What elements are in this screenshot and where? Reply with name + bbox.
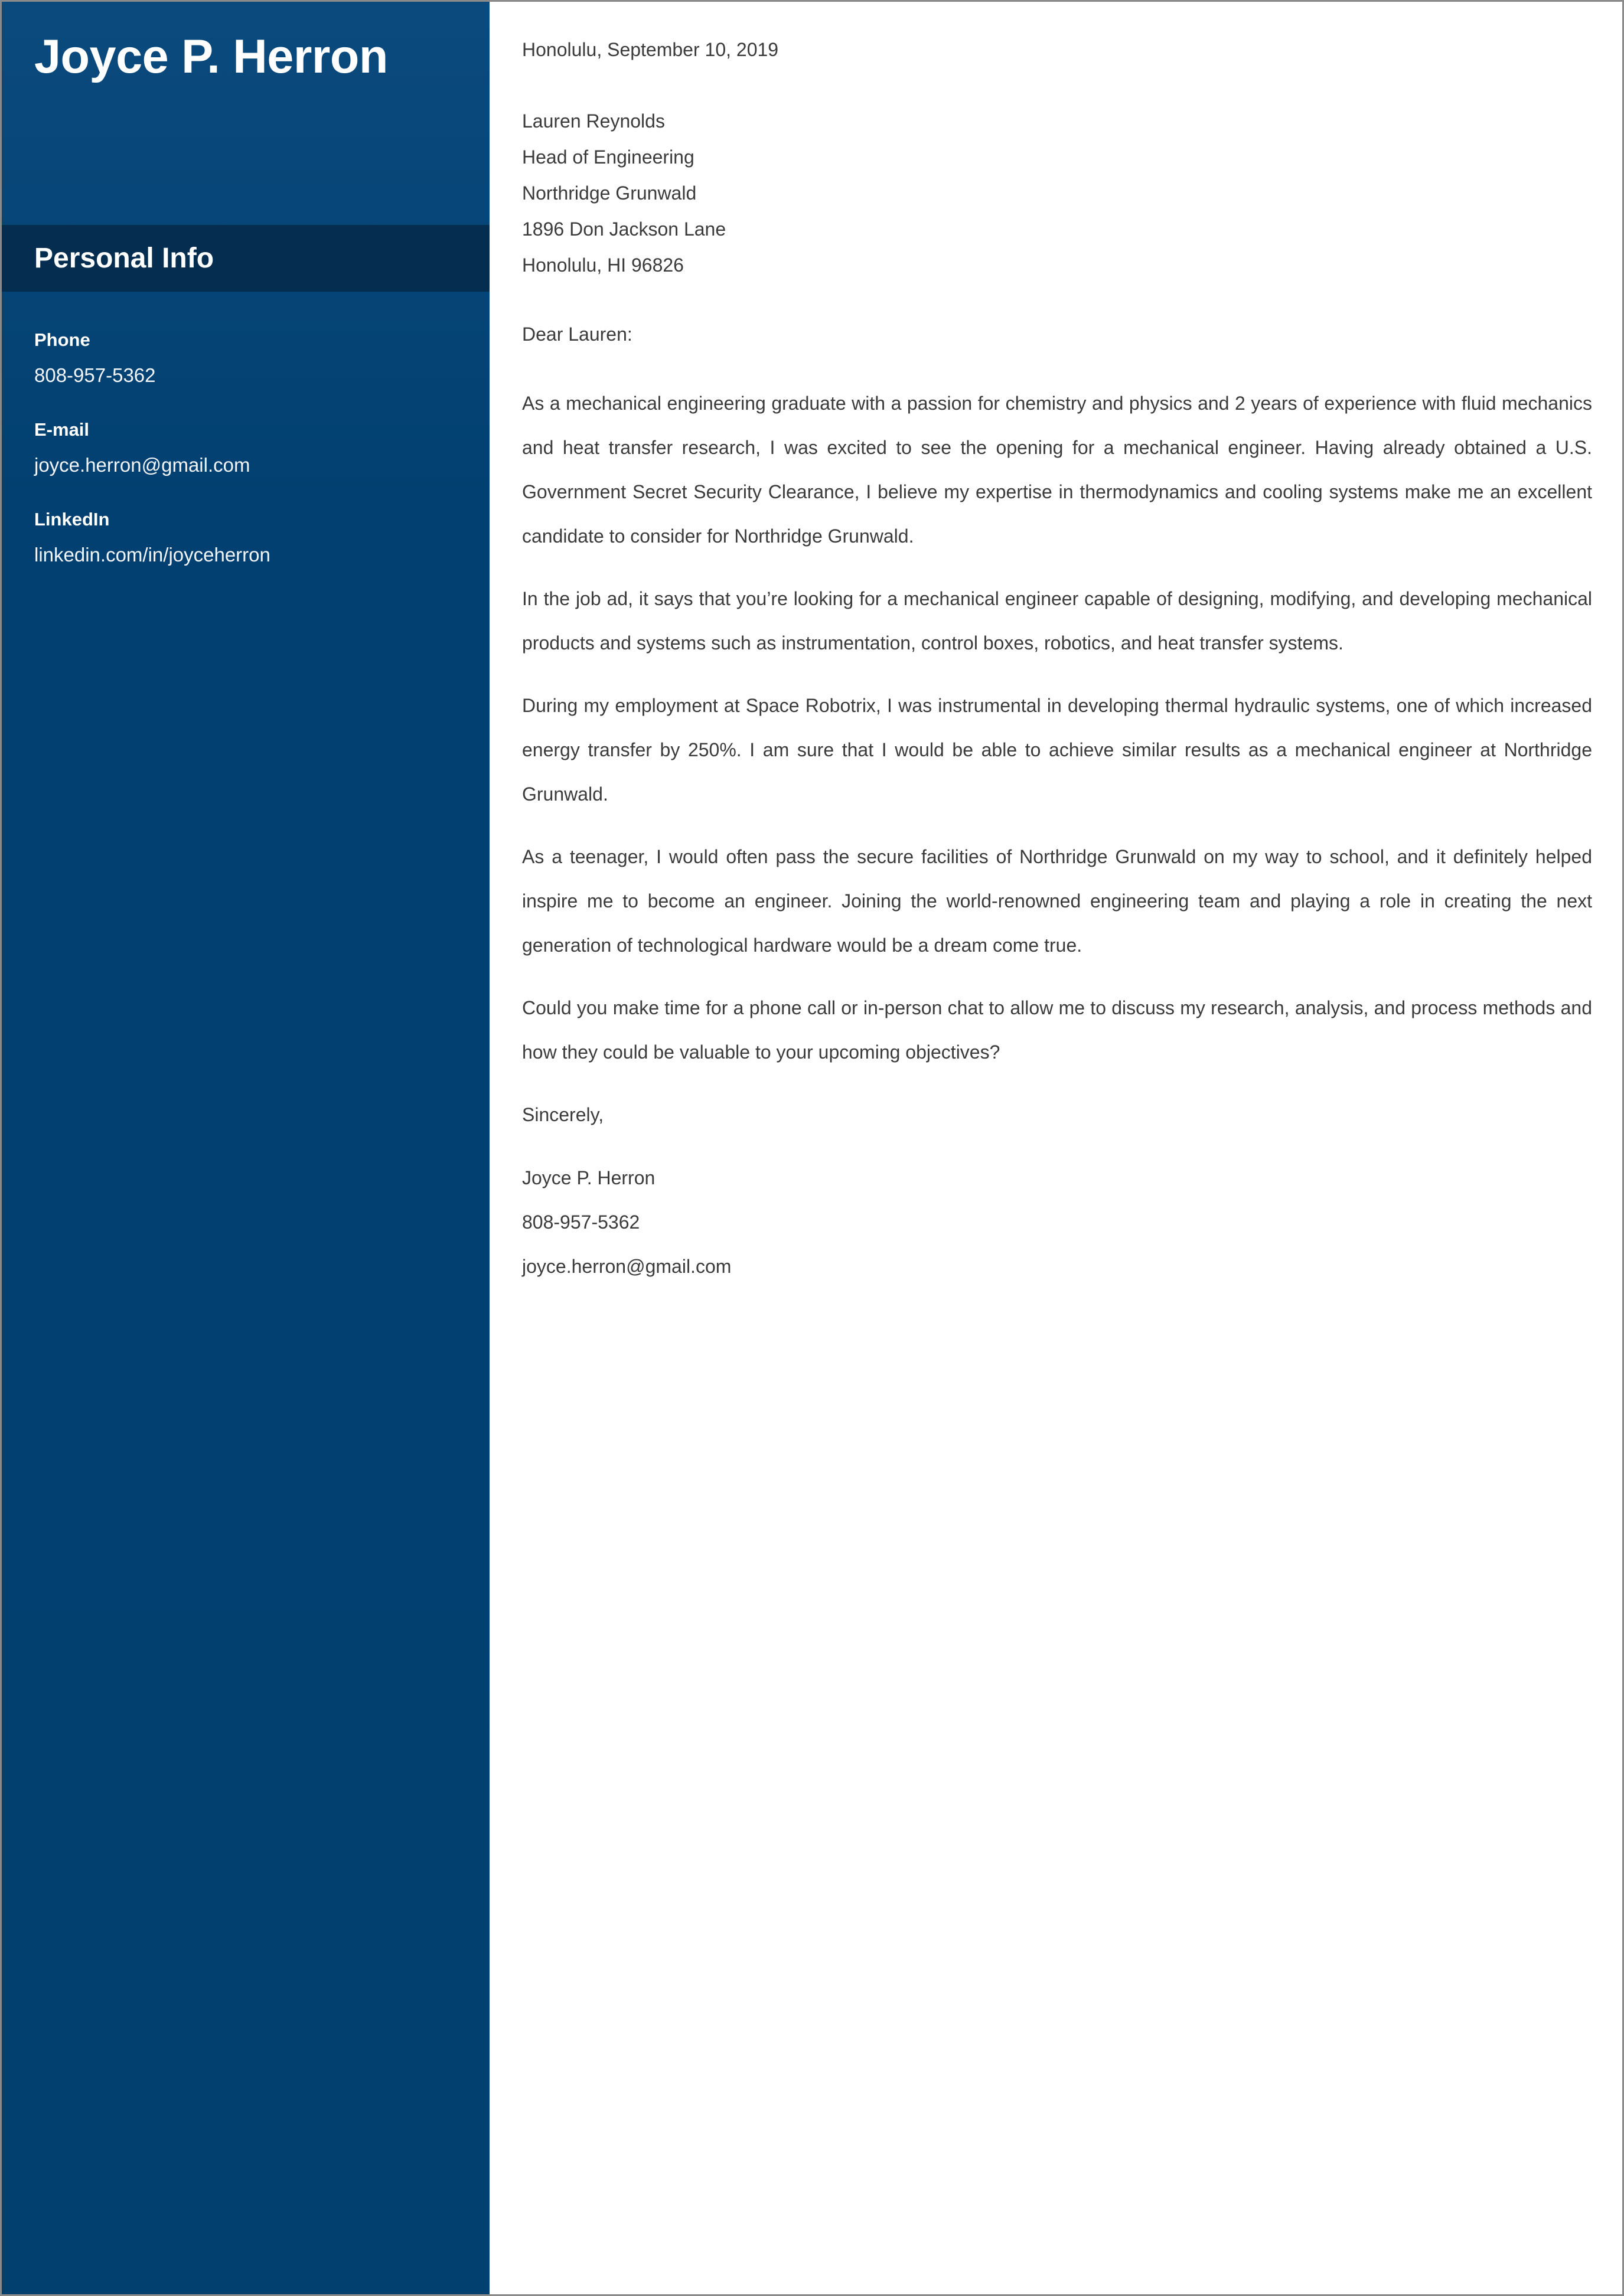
signature-email: joyce.herron@gmail.com xyxy=(522,1255,732,1277)
letter-paragraph-4: As a teenager, I would often pass the secure facilities of Northridge Grunwald on my way to school, and it definitely helped inspire me to become an engineer. Joining the world-renowned engineering team and playing a role in creating the next generation of technological hardware would be a dream come true. xyxy=(522,845,1592,956)
contact-item-phone xyxy=(34,328,457,387)
letter-closing: Sincerely, xyxy=(522,1103,604,1125)
letter-paragraph-3: During my employment at Space Robotrix, I was instrumental in developing thermal hydraulic systems, one of which increased energy transfer by 250%. I am sure that I would be able to achieve similar results as a mechanical engineer at Northridge Grunwald. xyxy=(522,694,1592,805)
contact-value-linkedin[interactable]: linkedin.com/in/joyceherron xyxy=(34,543,270,566)
contact-label-linkedin: LinkedIn xyxy=(34,508,110,530)
contact-list xyxy=(2,292,490,567)
letter-body xyxy=(490,2,1624,2294)
signature-block xyxy=(522,1156,1592,1289)
recipient-city-state-zip: Honolulu, HI 96826 xyxy=(522,254,684,276)
contact-item-email xyxy=(34,418,457,477)
contact-value-email[interactable]: joyce.herron@gmail.com xyxy=(34,453,250,476)
recipient-street: 1896 Don Jackson Lane xyxy=(522,218,726,240)
contact-item-linkedin xyxy=(34,508,457,567)
letter-content-column xyxy=(522,38,1592,1289)
contact-label-email: E-mail xyxy=(34,419,90,440)
personal-info-section-header xyxy=(2,225,490,292)
contact-value-phone[interactable]: 808-957-5362 xyxy=(34,364,156,386)
signature-phone: 808-957-5362 xyxy=(522,1211,640,1233)
personal-info-title: Personal Info xyxy=(34,242,214,274)
signature-name: Joyce P. Herron xyxy=(522,1167,656,1188)
letter-paragraph-2: In the job ad, it says that you’re looking for a mechanical engineer capable of designing, modifying, and developing mechanical products and systems such as instrumentation, control boxes, robotics, and heat transfer systems. xyxy=(522,587,1592,654)
contact-label-phone: Phone xyxy=(34,329,90,350)
letter-date: Honolulu, September 10, 2019 xyxy=(522,39,779,60)
letter-paragraph-1: As a mechanical engineering graduate with a passion for chemistry and physics and 2 years of experience with fluid mechanics and heat transfer research, I was excited to see the opening for a mechanical engineer. Having already obtained a U.S. Government Secret Security Clearance, I believe my expertise in thermodynamics and cooling systems make me an excellent candidate to consider for Northridge Grunwald. xyxy=(522,392,1592,547)
letter-paragraph-5: Could you make time for a phone call or in-person chat to allow me to discuss my research, analysis, and process methods and how they could be valuable to your upcoming objectives? xyxy=(522,997,1592,1063)
sidebar xyxy=(2,2,490,2294)
sidebar-name-block xyxy=(2,2,490,225)
recipient-company: Northridge Grunwald xyxy=(522,182,697,204)
salutation: Dear Lauren: xyxy=(522,324,632,345)
recipient-name: Lauren Reynolds xyxy=(522,110,665,132)
recipient-address-block xyxy=(522,103,1592,283)
candidate-name: Joyce P. Herron xyxy=(34,30,388,83)
recipient-job-title: Head of Engineering xyxy=(522,146,694,168)
